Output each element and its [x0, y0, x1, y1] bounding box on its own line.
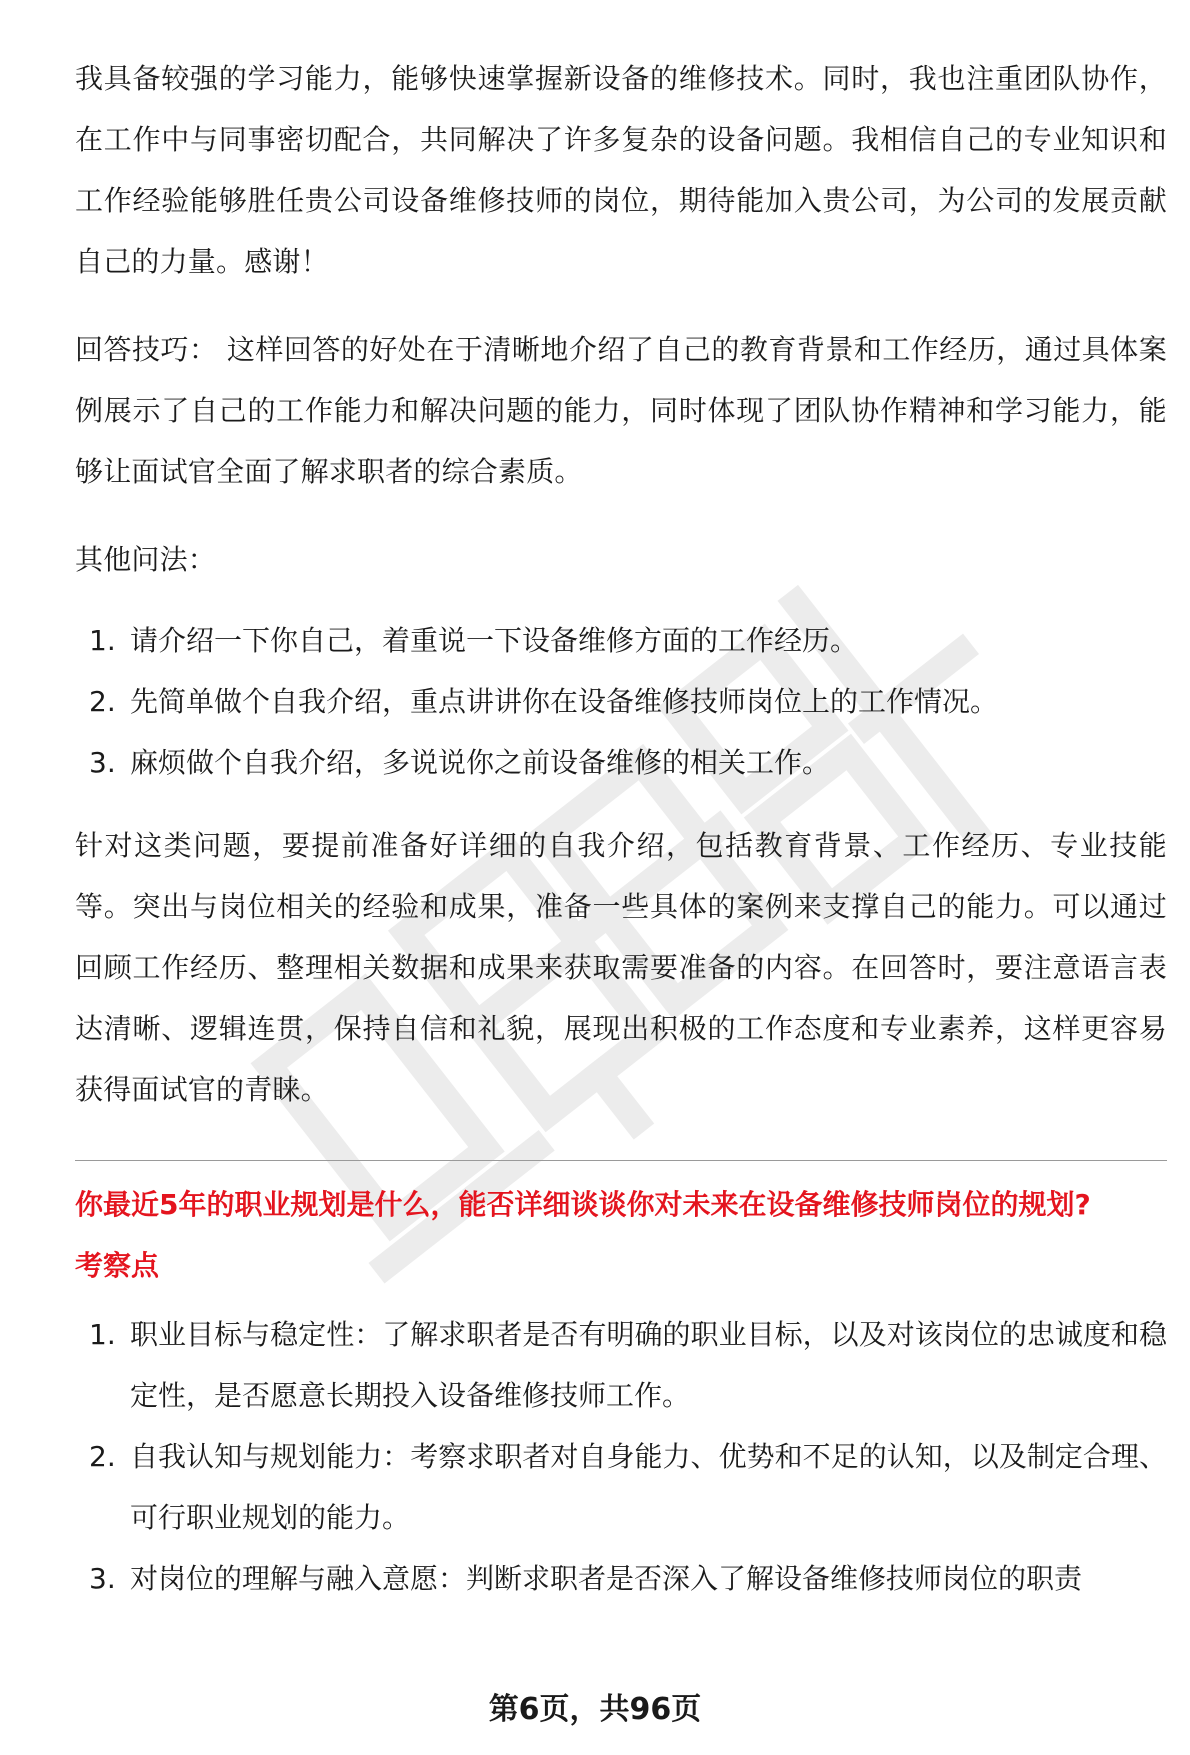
list-item-text: 职业目标与稳定性：了解求职者是否有明确的职业目标，以及对该岗位的忠诚度和稳定性，是否愿意长期投入设备维修技师工作。 — [130, 1318, 1167, 1412]
assessment-points-heading: 考察点 — [75, 1249, 160, 1282]
page-number-footer: 第6页，共96页 — [488, 1692, 702, 1727]
advice-paragraph: 针对这类问题，要提前准备好详细的自我介绍，包括教育背景、工作经历、专业技能等。突出与岗位相关的经验和成果，准备一些具体的案例来支撑自己的能力。可以通过回顾工作经历、整理相关数据和成果来获取需要准备的内容。在回答时，要注意语言表达清晰、逻辑连贯，保持自信和礼貌，展现出积极的工作态度和专业素养，这样更容易获得面试官的青睐。 — [75, 829, 1167, 1106]
list-item — [75, 1304, 1167, 1426]
answer-tips-paragraph: 回答技巧： 这样回答的好处在于清晰地介绍了自己的教育背景和工作经历，通过具体案例展示了自己的工作能力和解决问题的能力，同时体现了团队协作精神和学习能力，能够让面试官全面了解求职者的综合素质。 — [75, 333, 1167, 488]
other-phrasings-list — [75, 610, 1167, 793]
section-divider — [75, 1160, 1167, 1161]
list-item-number: 1. — [89, 1318, 116, 1351]
list-item-number: 3. — [89, 746, 116, 779]
page-content — [75, 48, 1167, 1609]
list-item-number: 3. — [89, 1562, 116, 1595]
list-item-number: 2. — [89, 1440, 116, 1473]
assessment-points-list — [75, 1304, 1167, 1609]
list-item-text: 麻烦做个自我介绍，多说说你之前设备维修的相关工作。 — [130, 746, 831, 779]
list-item — [75, 1548, 1167, 1609]
list-item — [75, 671, 1167, 732]
list-item-number: 2. — [89, 685, 116, 718]
list-item — [75, 610, 1167, 671]
other-phrasings-heading: 其他问法： — [75, 543, 217, 576]
list-item — [75, 1426, 1167, 1548]
list-item — [75, 732, 1167, 793]
list-item-text: 对岗位的理解与融入意愿：判断求职者是否深入了解设备维修技师岗位的职责 — [130, 1562, 1083, 1595]
list-item-number: 1. — [89, 624, 116, 657]
list-item-text: 先简单做个自我介绍，重点讲讲你在设备维修技师岗位上的工作情况。 — [130, 685, 999, 718]
list-item-text: 自我认知与规划能力：考察求职者对自身能力、优势和不足的认知，以及制定合理、可行职业规划的能力。 — [130, 1440, 1167, 1534]
answer-closing-paragraph: 我具备较强的学习能力，能够快速掌握新设备的维修技术。同时，我也注重团队协作，在工作中与同事密切配合，共同解决了许多复杂的设备问题。我相信自己的专业知识和工作经验能够胜任贵公司设备维修技师的岗位，期待能加入贵公司，为公司的发展贡献自己的力量。感谢！ — [75, 62, 1167, 278]
list-item-text: 请介绍一下你自己，着重说一下设备维修方面的工作经历。 — [130, 624, 859, 657]
interview-question-title: 你最近5年的职业规划是什么，能否详细谈谈你对未来在设备维修技师岗位的规划? — [75, 1188, 1091, 1221]
